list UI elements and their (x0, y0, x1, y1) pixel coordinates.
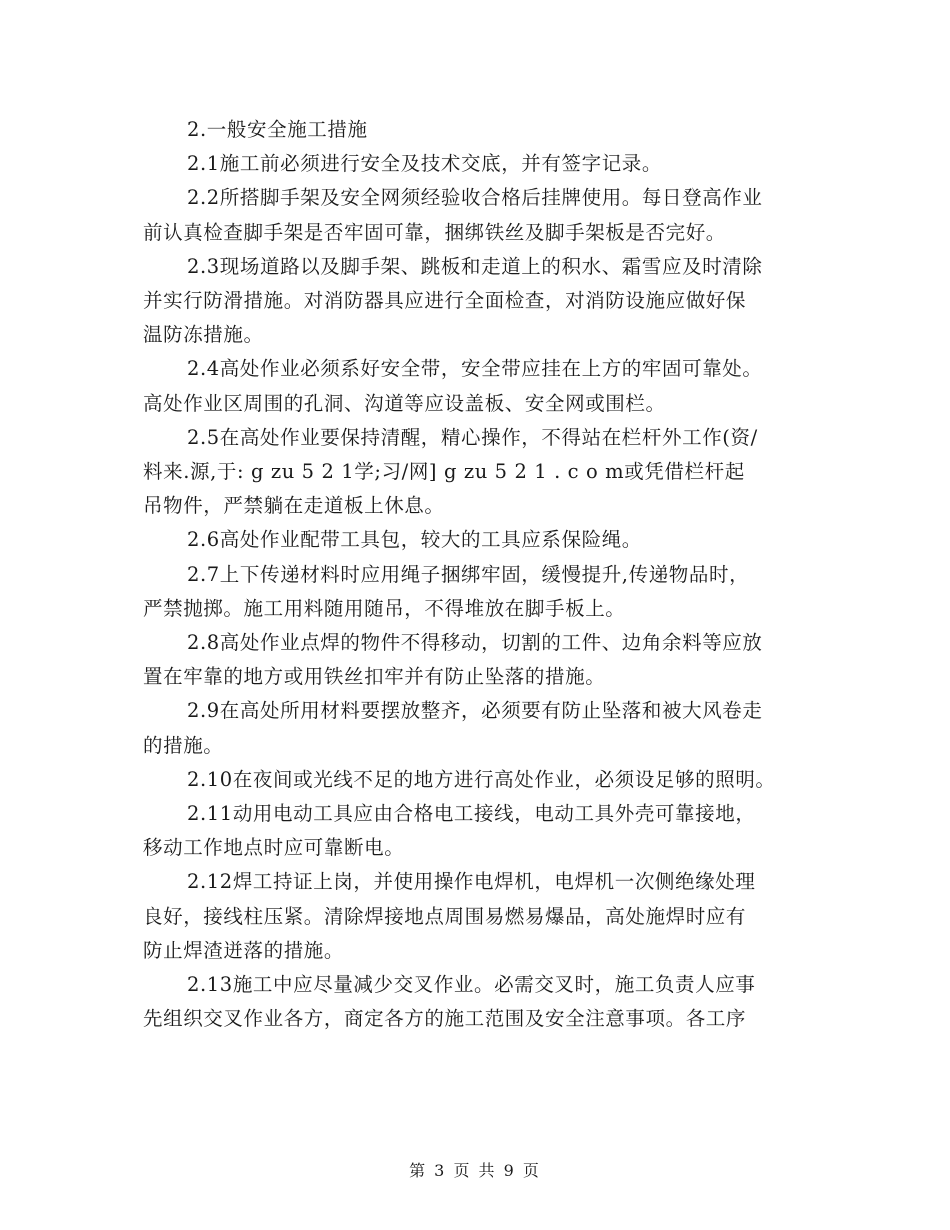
paragraph-line: 2.一般安全施工措施 (187, 118, 368, 141)
paragraph-line: 2.2所搭脚手架及安全网须经验收合格后挂牌使用。每日登高作业 (187, 186, 763, 210)
paragraph-line: 2.8高处作业点焊的物件不得移动，切割的工件、边角余料等应放 (187, 631, 763, 655)
paragraph-line: 2.3现场道路以及脚手架、跳板和走道上的积水、霜雪应及时清除 (187, 254, 763, 278)
paragraph (143, 421, 833, 524)
paragraph-line: 置在牢靠的地方或用铁丝扣牢并有防止坠落的措施。 (143, 665, 606, 689)
paragraph-line: 前认真检查脚手架是否牢固可靠，捆绑铁丝及脚手架板是否完好。 (143, 220, 726, 244)
paragraph-line: 移动工作地点时应可靠断电。 (143, 836, 405, 860)
paragraph (143, 865, 833, 968)
paragraph-line: 2.6高处作业配带工具包，较大的工具应系保险绳。 (187, 528, 642, 552)
paragraph (143, 250, 833, 353)
paragraph-line: 2.7上下传递材料时应用绳子捆绑牢固，缓慢提升,传递物品时， (187, 562, 750, 586)
paragraph-line: 并实行防滑措施。对消防器具应进行全面检查，对消防设施应做好保 (143, 289, 747, 313)
paragraph-line: 的措施。 (143, 733, 224, 757)
paragraph-line: 2.9在高处所用材料要摆放整齐，必须要有防止坠落和被大风卷走 (187, 699, 763, 723)
paragraph-line: 2.5在高处作业要保持清醒，精心操作，不得站在栏杆外工作(资/ (187, 425, 758, 449)
paragraph-line: 2.4高处作业必须系好安全带，安全带应挂在上方的牢固可靠处。 (187, 357, 763, 381)
paragraph (143, 797, 833, 865)
paragraph (143, 352, 833, 420)
paragraph (143, 147, 833, 181)
paragraph-line: 2.13施工中应尽量减少交叉作业。必需交叉时，施工负责人应事 (187, 973, 756, 997)
paragraph-line: 2.1施工前必须进行安全及技术交底，并有签字记录。 (187, 152, 663, 176)
paragraph (143, 968, 833, 1036)
paragraph (143, 523, 833, 557)
paragraph-line: 先组织交叉作业各方，商定各方的施工范围及安全注意事项。各工序 (143, 1007, 747, 1031)
paragraph-line: 2.12焊工持证上岗，并使用操作电焊机，电焊机一次侧绝缘处理 (187, 870, 756, 894)
paragraph-line: 吊物件，严禁躺在走道板上休息。 (143, 494, 445, 518)
paragraph (143, 181, 833, 249)
page-footer: 第 3 页 共 9 页 (409, 1161, 541, 1180)
paragraph (143, 763, 833, 797)
paragraph-line: 高处作业区周围的孔洞、沟道等应设盖板、安全网或围栏。 (143, 391, 666, 415)
paragraph-line: 温防冻措施。 (143, 323, 264, 347)
paragraph-line: 良好，接线柱压紧。清除焊接地点周围易燃易爆品，高处施焊时应有 (143, 904, 747, 928)
paragraph-line: 料来.源,于: g zu 5 2 1学;习/网] g zu 5 2 1 . c o m或凭借栏杆起 (143, 460, 745, 484)
paragraph (143, 113, 833, 147)
paragraph-line: 2.11动用电动工具应由合格电工接线，电动工具外壳可靠接地， (187, 802, 756, 826)
paragraph-line: 防止焊渣迸落的措施。 (143, 938, 345, 962)
paragraph-line: 2.10在夜间或光线不足的地方进行高处作业，必须设足够的照明。 (187, 767, 776, 791)
paragraph-line: 严禁抛掷。施工用料随用随吊，不得堆放在脚手板上。 (143, 596, 626, 620)
paragraph (143, 558, 833, 626)
paragraph (143, 694, 833, 762)
paragraph (143, 626, 833, 694)
document-body (143, 113, 833, 1036)
